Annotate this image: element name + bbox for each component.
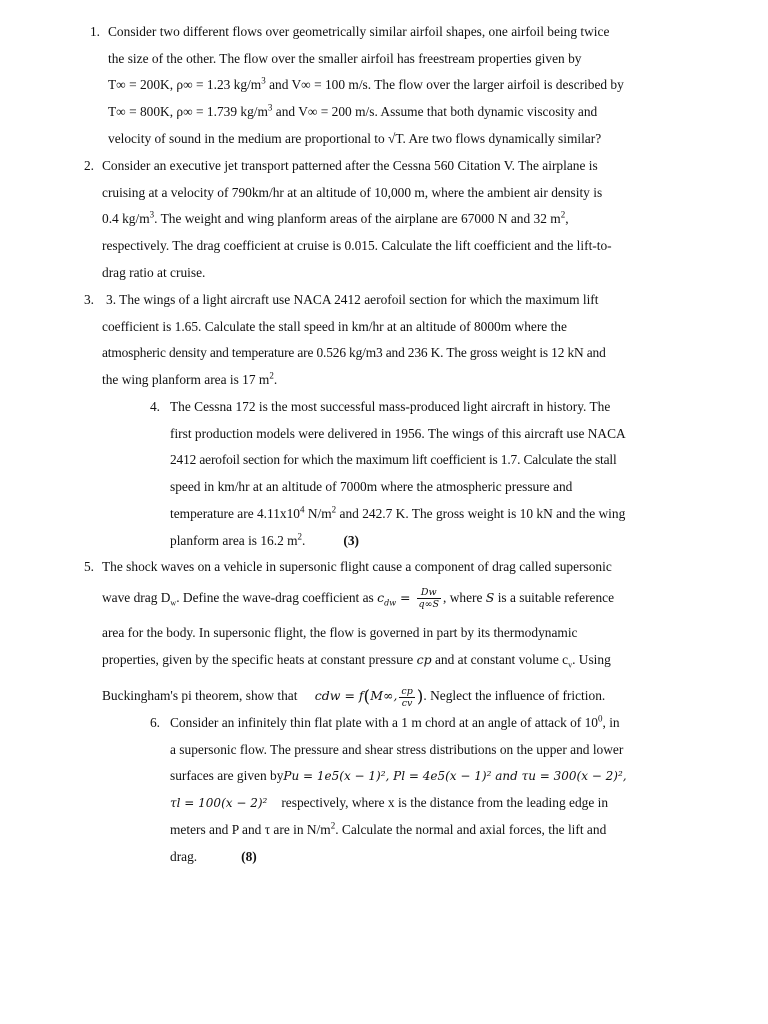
question-text: The shock waves on a vehicle in supersonic flight cause a component of drag called supersonic wave drag $D_w$. Define the wave-drag coefficient as $c_{dw}$ = $\frac{Dw}{q\infty S}$ , where S is a suitable reference area for the body. In supersonic flight, the flow is governed in part by its thermodynamic properties, given by the specific heats at constant pressure cp and at constant volume $c_v$. Using Buckingham's pi theorem, show that cdw = f(M∞, $\frac{cp}{cv}$ ). Neglect the influence of friction. <box>102 559 615 709</box>
question-text: Consider an executive jet transport patterned after the Cessna 560 Citation V. The airplane is cruising at a velocity of 790km/hr at an altitude of 10,000 m, where the ambient air density is 0.4 $kg/m^3$. The weight and wing planform areas of the airplane are 67000 N and 32 $m^2$, respectively. The drag coefficient at cruise is 0.015. Calculate the lift coefficient and the lift-to- drag ratio at cruise. <box>102 158 612 280</box>
question-number: 3. <box>83 292 94 307</box>
question-4 <box>140 394 678 554</box>
question-number: 5. <box>83 559 94 574</box>
question-text: The Cessna 172 is the most successful mass-produced light aircraft in history. The first production models were delivered in 1956. The wings of this aircraft use NACA 2412 aerofoil section for which the maximum lift coefficient is 1.7. Calculate the stall speed in km/hr at an altitude of 7000m where the atmospheric pressure and temperature are $4.11x10^4$ $N/m^2$ and 242.7 K. The gross weight is 10 kN and the wing planform area is 16.2 $m^2$. (3) <box>170 399 626 548</box>
question-3 <box>72 287 678 394</box>
question-6 <box>140 710 678 870</box>
question-number: 1. <box>89 24 100 39</box>
question-number: 4. <box>149 399 160 414</box>
question-text: Consider two different flows over geometrically similar airfoil shapes, one airfoil being twice the size of the other. The flow over the smaller airfoil has freestream properties given by T∞ = 200K, ρ∞ = 1.23 $kg/m^3$ and V∞ = 100 m/s. The flow over the larger airfoil is described by T∞ = 800K, ρ∞ = 1.739 $kg/m^3$ and V∞ = 200 m/s. Assume that both dynamic viscosity and velocity of sound in the medium are proportional to √T. Are two flows dynamically similar? <box>108 24 624 146</box>
marks: (3) <box>343 532 360 548</box>
marks: (8) <box>241 848 257 864</box>
question-text: 3. The wings of a light aircraft use NACA 2412 aerofoil section for which the maximum lift coefficient is 1.65. Calculate the stall speed in km/hr at an altitude of 8000m where the atmospheric density and temperature are 0.526 kg/m3 and 236 K. The gross weight is 12 kN and the wing planform area is 17 $m^2$. <box>102 292 606 388</box>
question-5 <box>72 554 678 714</box>
question-number: 2. <box>83 158 94 173</box>
specific-heat-ratio-fraction: $\frac{cp}{cv}$ <box>401 685 413 709</box>
question-number: 6. <box>149 715 160 730</box>
question-2 <box>72 153 678 287</box>
question-1 <box>78 19 678 153</box>
question-text: Consider an infinitely thin flat plate with a 1 m chord at an angle of attack of $10^0$, in a supersonic flow. The pressure and shear stress distributions on the upper and lower surfaces are given byPu = 1e5(x − 1)², Pl = 4e5(x − 1)² and τu = 300(x − 2)², τl = 100(x − 2)² respectively, where x is the distance from the leading edge in meters and P and τ are in $N/m^2$. Calculate the normal and axial forces, the lift and drag. (8) <box>170 713 627 864</box>
wave-drag-fraction: $\frac{Dw}{q\infty S}$ <box>418 587 440 611</box>
